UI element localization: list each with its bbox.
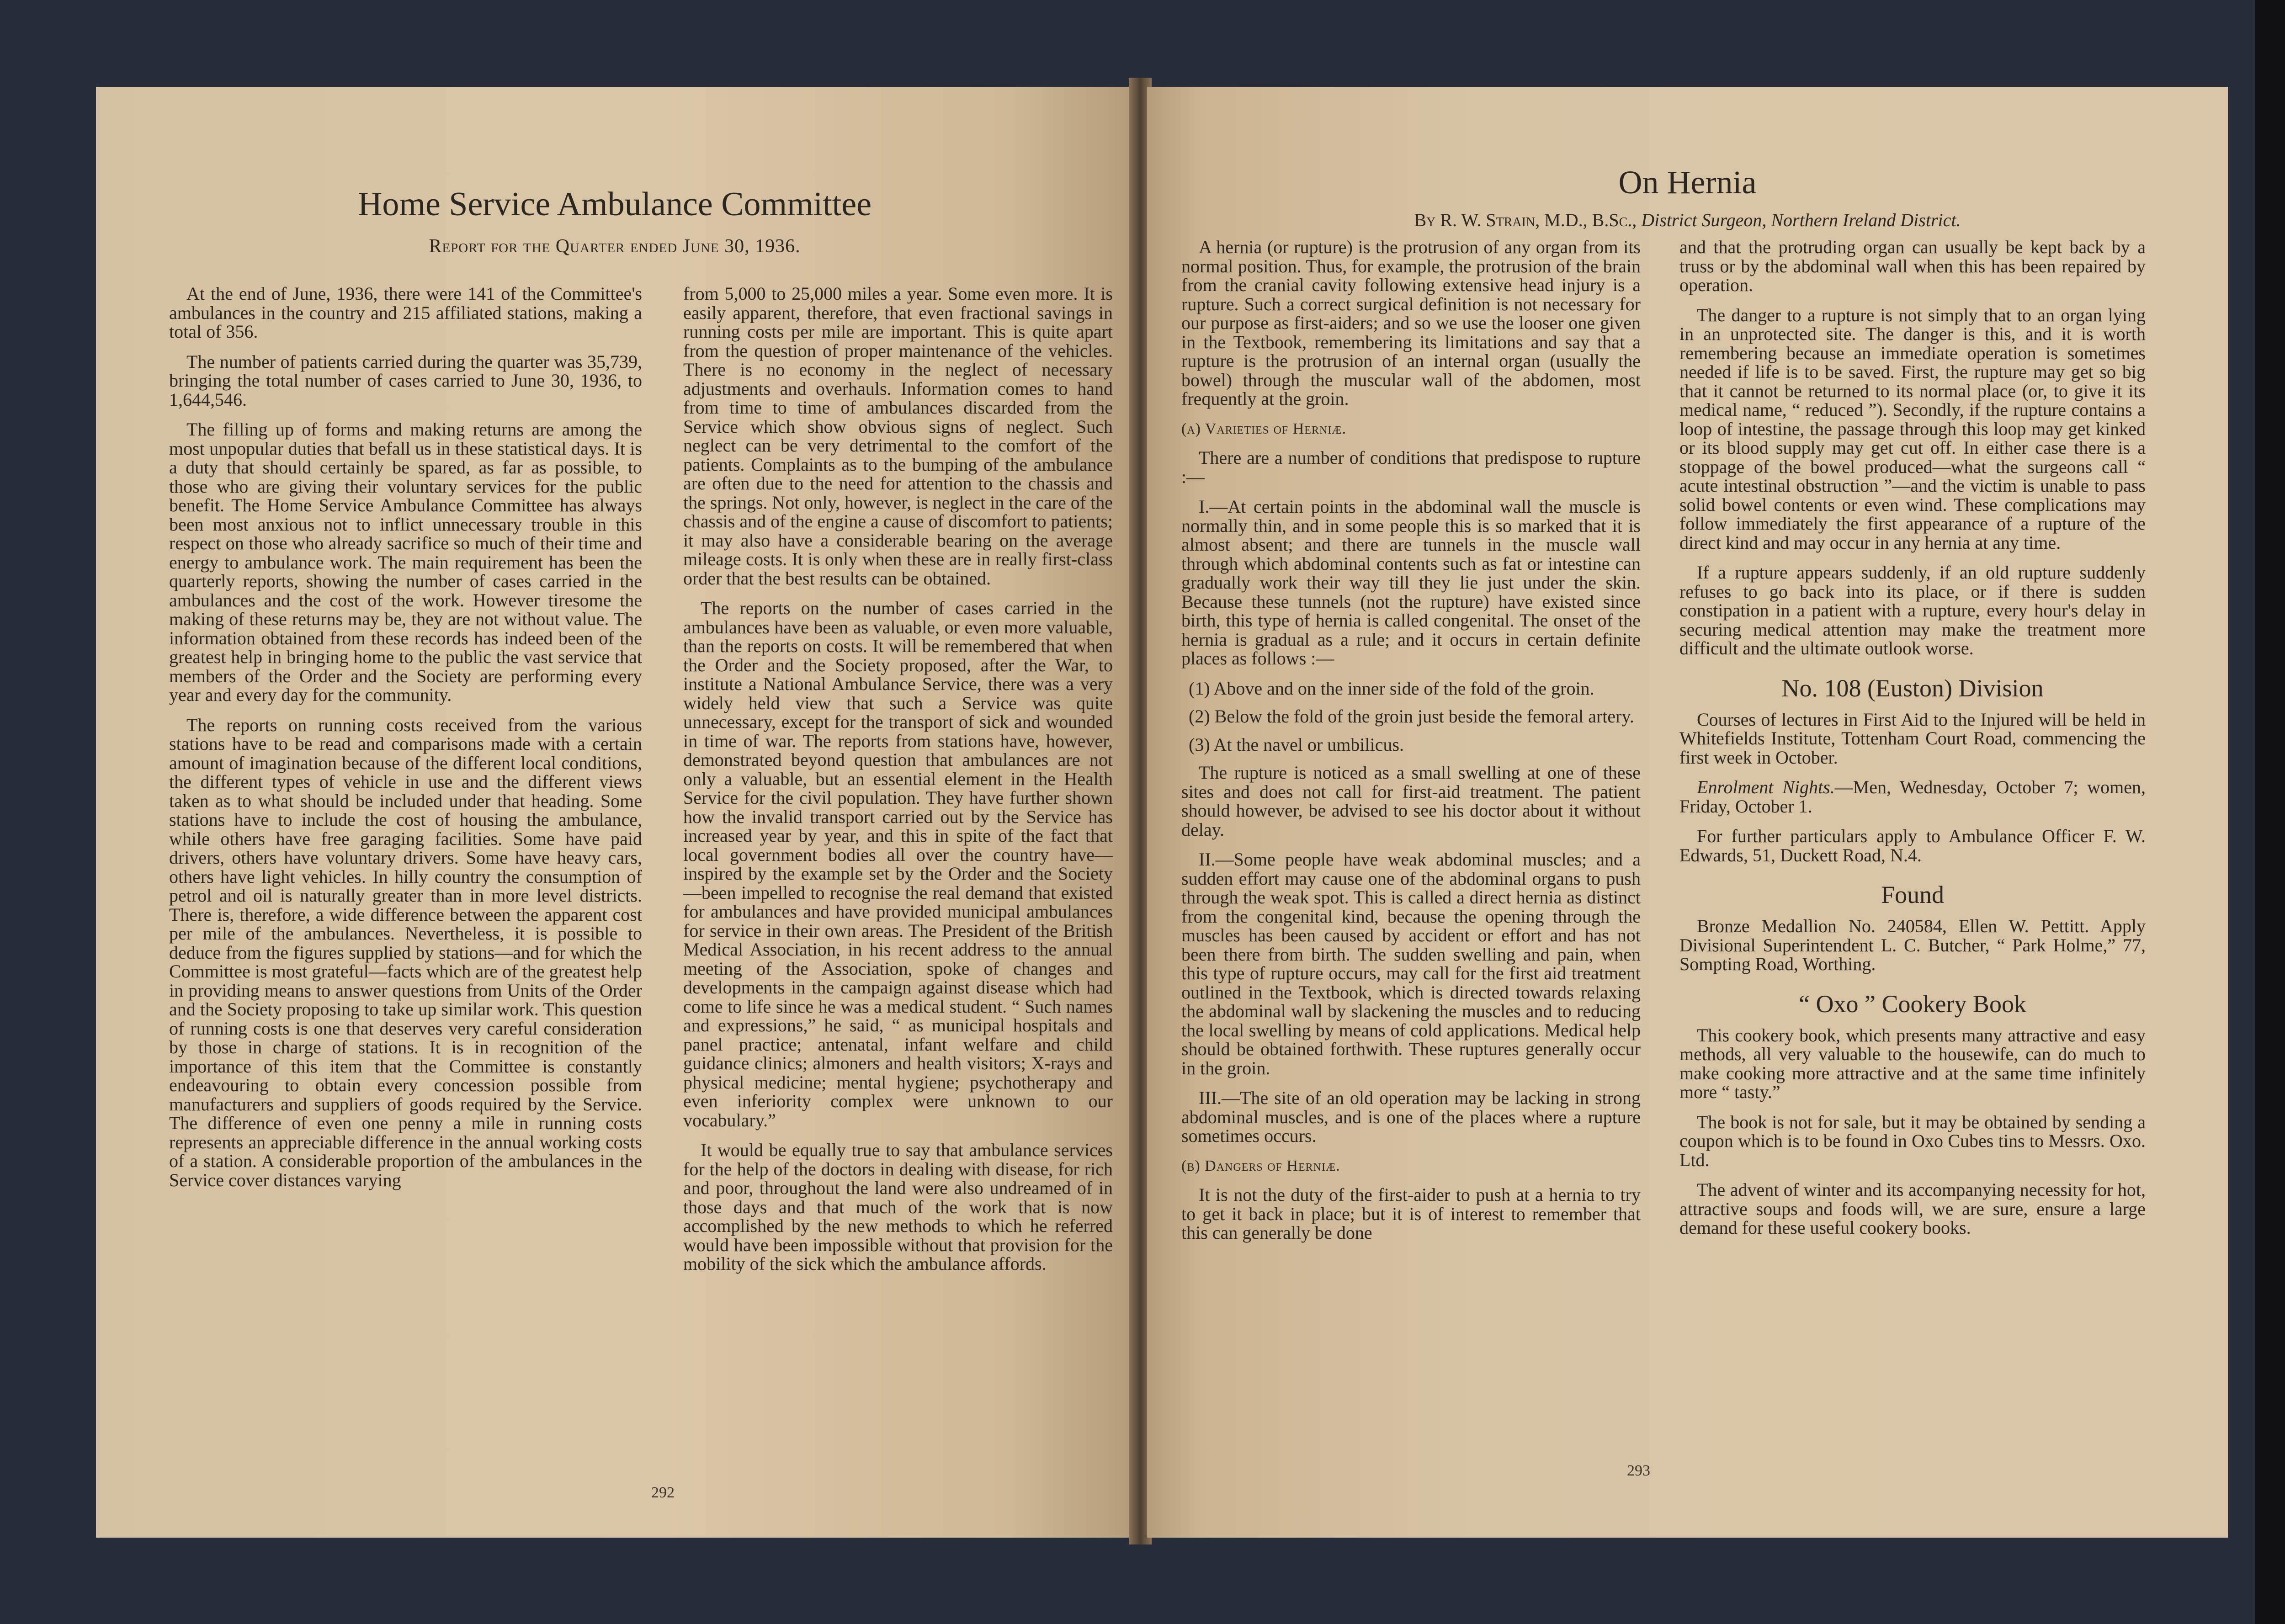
section-heading-varieties: (a) Varieties of Herniæ. — [1181, 420, 1347, 437]
paragraph: and that the protruding organ can usually be kept back by a truss or by the abdominal wall when this has been repaired by operation. — [1679, 237, 2146, 295]
page-title-on-hernia: On Hernia — [1618, 164, 1757, 201]
paragraph: If a rupture appears suddenly, if an old rupture suddenly refuses to go back into its place, or if there is sudden constipation in a patient with a rupture, every hour's delay in securing medical attention may make the treatment more difficult and the ultimate outlook worse. — [1679, 562, 2146, 658]
page-number-left: 292 — [651, 1484, 675, 1501]
report-line: Report for the Quarter ended June 30, 1936. — [429, 236, 801, 257]
hernia-sites-list — [1181, 679, 1641, 754]
paragraph: The number of patients carried during the quarter was 35,739, bringing the total number of cases carried to June 30, 1936, to 1,644,546. — [169, 351, 642, 410]
list-item: (1) Above and on the inner side of the fold of the groin. — [1189, 678, 1594, 699]
list-item: (3) At the navel or umbilicus. — [1189, 734, 1404, 755]
background-edge — [2255, 0, 2285, 1624]
page-number-right: 293 — [1627, 1462, 1650, 1479]
section-heading-dangers: (b) Dangers of Herniæ. — [1181, 1157, 1340, 1174]
enrolment-text: —Men, Wednesday, October 7; women, Friday, October 1. — [1679, 777, 2146, 817]
paragraph — [1679, 778, 2146, 816]
paragraph: The advent of winter and its accompanying necessity for hot, attractive soups and foods will, we are sure, ensure a large demand for these useful cookery books. — [1679, 1179, 2146, 1238]
paragraph: A hernia (or rupture) is the protrusion of any organ from its normal position. Thus, for example, the protrusion of the brain from the cranial cavity following extensive head injury is a rupture. Such a correct surgical definition is not necessary for our purpose as first-aiders; and so we use the looser one given in the Textbook, remembering its limitations and say that a rupture is the protrusion of an internal organ (usually the bowel) through the muscular wall of the abdomen, most frequently at the groin. — [1181, 237, 1641, 409]
paragraph: The reports on running costs received from the various stations have to be read and comparisons made with a certain amount of imagination because of the different local conditions, the different types of vehicle in use and the different views taken as to what should be included under that heading. Some stations have to include the cost of housing the ambulance, while others have free garaging facilities. Some have paid drivers, others have voluntary drivers. Some have heavy cars, others have light vehicles. In hilly country the consumption of petrol and oil is naturally greater than in more level districts. There is, therefore, a wide difference between the apparent cost per mile of the ambulances. Nevertheless, it is possible to deduce from the figures supplied by stations—and for which the Committee is most grateful—facts which are of the greatest help in providing means to answer questions from Units of the Order and the Society proposing to take up similar work. This question of running costs is one that deserves very careful consideration by those in charge of stations. It is in recognition of the importance of this item that the Committee is constantly endeavouring to obtain every concession possible from manufacturers and suppliers of goods required by the Service. The difference of even one penny a mile in running costs represents an appreciable difference in the annual working costs of a station. A considerable proportion of the ambulances in the Service cover distances varying — [169, 714, 642, 1190]
heading-found: Found — [1881, 881, 1945, 908]
right-column-2 — [1679, 238, 2146, 1248]
left-column-2 — [683, 284, 1113, 1284]
paragraph: Bronze Medallion No. 240584, Ellen W. Pettitt. Apply Divisional Superintendent L. C. Butcher, “ Park Holme,” 77, Sompting Road, Worthing. — [1679, 916, 2146, 974]
paragraph: At the end of June, 1936, there were 141 of the Committee's ambulances in the country and 215 affiliated stations, making a total of 356. — [169, 283, 642, 342]
paragraph: II.—Some people have weak abdominal muscles; and a sudden effort may cause one of the abdominal organs to push through the weak spot. This is called a direct hernia as distinct from the congenital kind, because the opening through the muscles has been caused by accident or effort and has not been there from birth. The sudden swelling and pain, when this type of rupture occurs, may call for the first aid treatment outlined in the Textbook, which is directed towards relaxing the abdominal wall by slackening the muscles and to reducing the local swelling by means of cold applications. Medical help should be obtained forthwith. These ruptures generally occur in the groin. — [1181, 849, 1641, 1078]
left-column-1 — [169, 284, 642, 1200]
paragraph: Courses of lectures in First Aid to the Injured will be held in Whitefields Institute, Tottenham Court Road, commencing the first week in October. — [1679, 709, 2146, 768]
paragraph: The danger to a rupture is not simply that to an organ lying in an unprotected site. The danger is this, and it is worth remembering because an immediate operation is sometimes needed if life is to be saved. First, the rupture may get so big that it cannot be returned to its normal place (or, to give it its medical name, “ reduced ”). Secondly, if the rupture contains a loop of intestine, the passage through this loop may get kinked or its blood supply may get cut off. In either case there is a stoppage of the bowel produced—what the surgeons call “ acute intestinal obstruction ”—and the victim is unable to pass solid bowel contents or even wind. These complications may follow immediately the first appearance of a rupture of the direct kind and may occur in any hernia at any time. — [1679, 304, 2146, 553]
paragraph: It would be equally true to say that ambulance services for the help of the doctors in dealing with disease, for rich and poor, throughout the land were also undreamed of in those days and that much of the work that is now accomplished by the new methods to which he referred would have been impossible without that provision for the mobility of the sick which the ambulance affords. — [683, 1140, 1113, 1274]
paragraph: This cookery book, which presents many attractive and easy methods, all very valuable to the housewife, can do much to make cooking more attractive and at the same time infinitely more “ tasty.” — [1679, 1024, 2146, 1102]
paragraph: The reports on the number of cases carried in the ambulances have been as valuable, or even more valuable, than the reports on costs. It will be remembered that when the Order and the Society proposed, after the War, to institute a National Ambulance Service, there was a very widely held view that such a Service was quite unnecessary, except for the transport of sick and wounded in time of war. The reports from stations have, however, demonstrated beyond question that ambulances are not only a valuable, but an essential element in the Health Service for the civil population. They have further shown how the invalid transport carried out by the Service has increased year by year, and this in spite of the fact that local government bodies all over the country have—inspired by the example set by the Order and the Society—been impelled to recognise the real demand that existed for ambulances and have provided municipal ambulances for service in their own areas. The President of the British Medical Association, in his recent address to the annual meeting of the Association, spoke of changes and developments in the campaign against disease which had come to life since he was a medical student. “ Such names and expressions,” he said, “ as municipal hospitals and panel practice; antenatal, infant welfare and child guidance clinics; almoners and health visitors; X-rays and physical medicine; mental hygiene; psychotherapy and even inferiority complex were unknown to our vocabulary.” — [683, 598, 1113, 1130]
list-item: (2) Below the fold of the groin just beside the femoral artery. — [1189, 706, 1634, 727]
byline — [1147, 209, 2228, 231]
right-page — [1147, 87, 2228, 1538]
paragraph: There are a number of conditions that predispose to rupture :— — [1181, 447, 1641, 487]
paragraph: For further particulars apply to Ambulance Officer F. W. Edwards, 51, Duckett Road, N.4. — [1679, 826, 2146, 865]
paragraph: from 5,000 to 25,000 miles a year. Some even more. It is easily apparent, therefore, that even fractional savings in running costs per mile are important. This is quite apart from the question of proper maintenance of the vehicles. There is no economy in the neglect of necessary adjustments and overhauls. Information comes to hand from time to time of ambulances discarded from the Service which show obvious signs of neglect. Such neglect can be very detrimental to the comfort of the patients. Complaints as to the bumping of the ambulance are often due to the need for attention to the chassis and the springs. Not only, however, is neglect in the care of the chassis and of the engine a cause of discomfort to patients; it may also have a considerable bearing on the average mileage costs. It is only when these are in really first-class order that the best results can be obtained. — [683, 283, 1113, 589]
paragraph: It is not the duty of the first-aider to push at a hernia to try to get it back in place; but it is of interest to remember that this can generally be done — [1181, 1184, 1641, 1243]
byline-role: District Surgeon, Northern Ireland District. — [1641, 210, 1961, 230]
paragraph: The rupture is noticed as a small swelling at one of these sites and does not call for first-aid treatment. The patient should however, be advised to see his doctor about it without delay. — [1181, 762, 1641, 840]
paragraph: III.—The site of an old operation may be lacking in strong abdominal muscles, and is one of the places where a rupture sometimes occurs. — [1181, 1088, 1641, 1146]
heading-oxo-cookery-book: “ Oxo ” Cookery Book — [1799, 990, 2026, 1018]
paragraph: I.—At certain points in the abdominal wall the muscle is normally thin, and in some people this is so marked that it is almost absent; and there are tunnels in the muscle wall through which abdominal contents such as fat or intestine can gradually work their way till they lie just under the skin. Because these tunnels (not the rupture) have existed since birth, this type of hernia is called congenital. The onset of the hernia is gradual as a rule; and it occurs in certain definite places as follows :— — [1181, 496, 1641, 669]
byline-author: By R. W. Strain, M.D., B.Sc., — [1414, 210, 1637, 230]
heading-euston-division: No. 108 (Euston) Division — [1781, 674, 2044, 702]
enrolment-label: Enrolment Nights. — [1697, 777, 1835, 797]
left-page — [96, 87, 1133, 1538]
right-column-1 — [1181, 238, 1641, 1253]
paragraph: The book is not for sale, but it may be obtained by sending a coupon which is to be found in Oxo Cubes tins to Messrs. Oxo. Ltd. — [1679, 1111, 2146, 1170]
page-title-home-service: Home Service Ambulance Committee — [357, 186, 872, 223]
paragraph: The filling up of forms and making returns are among the most unpopular duties that befall us in these statistical days. It is a duty that should certainly be spared, as far as possible, to those who are giving their voluntary services for the public benefit. The Home Service Ambulance Committee has always been most anxious not to inflict unnecessary trouble in this respect on those who already sacrifice so much of their time and energy to ambulance work. The main requirement has been the quarterly reports, showing the number of cases carried in the ambulances and the cost of the work. However tiresome the making of these returns may be, they are not without value. The information obtained from these records has indeed been of the greatest help in bringing home to the public the vast service that members of the Order and the Society are performing every year and every day for the community. — [169, 419, 642, 705]
